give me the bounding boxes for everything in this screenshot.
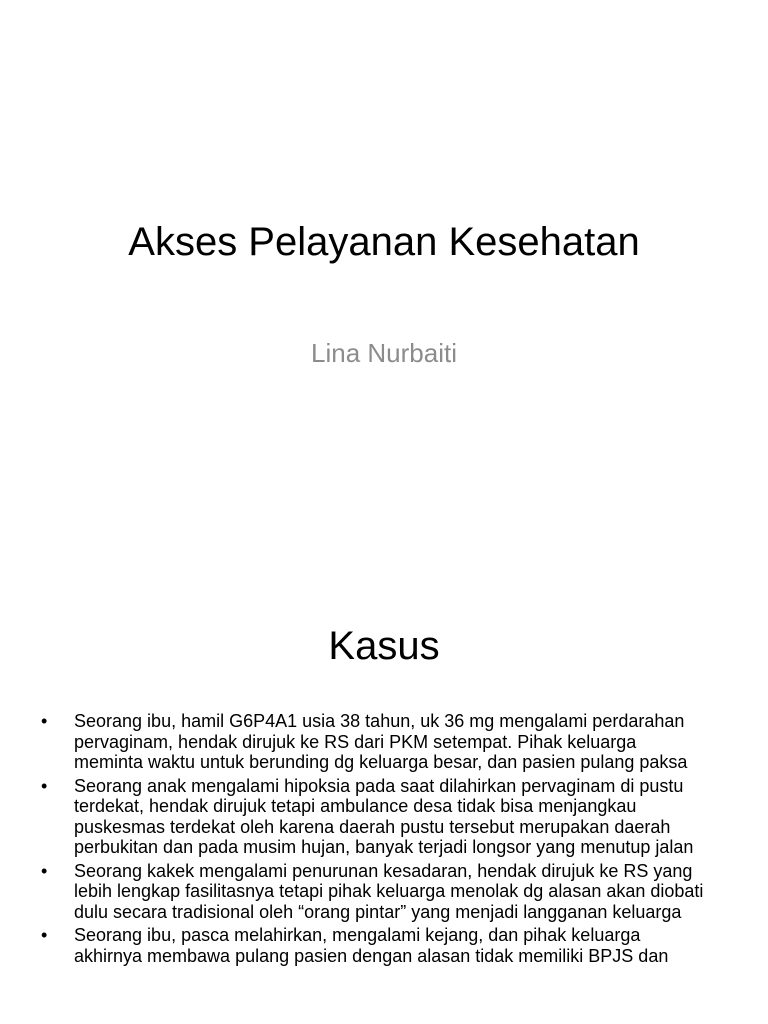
list-item — [0, 925, 768, 966]
bullet-text: Seorang anak mengalami hipoksia pada saat dilahirkan pervaginam di pustu terdekat, hendak dirujuk tetapi ambulance desa tidak bisa menjangkau puskesmas terdekat oleh karena daerah pustu tersebut merupakan daerah perbukitan dan pada musim hujan, banyak terjadi longsor yang menutup jalan — [74, 775, 694, 857]
kasus-slide — [0, 576, 768, 1024]
bullet-icon: • — [41, 711, 48, 731]
bullet-icon: • — [41, 860, 48, 881]
list-item — [0, 861, 768, 923]
list-item — [0, 711, 768, 773]
case-bullet-list — [0, 711, 768, 969]
bullet-icon: • — [41, 925, 48, 945]
slide-title: Akses Pelayanan Kesehatan — [128, 220, 640, 264]
slide-subtitle-author: Lina Nurbaiti — [311, 338, 457, 368]
bullet-icon: • — [41, 775, 48, 796]
bullet-text: Seorang ibu, hamil G6P4A1 usia 38 tahun, uk 36 mg mengalami perdarahan pervaginam, hendak dirujuk ke RS dari PKM setempat. Pihak keluarga meminta waktu untuk berunding dg keluarga besar, dan pasien pulang paksa — [74, 711, 688, 772]
bullet-text: Seorang kakek mengalami penurunan kesadaran, hendak dirujuk ke RS yang lebih lengkap fasilitasnya tetapi pihak keluarga menolak dg alasan akan diobati dulu secara tradisional oleh “orang pintar” yang menjadi langganan keluarga — [74, 860, 704, 922]
section-title: Kasus — [328, 624, 440, 668]
list-item — [0, 776, 768, 858]
bullet-text: Seorang ibu, pasca melahirkan, mengalami kejang, dan pihak keluarga akhirnya membawa pulang pasien dengan alasan tidak memiliki BPJS dan — [74, 925, 669, 966]
